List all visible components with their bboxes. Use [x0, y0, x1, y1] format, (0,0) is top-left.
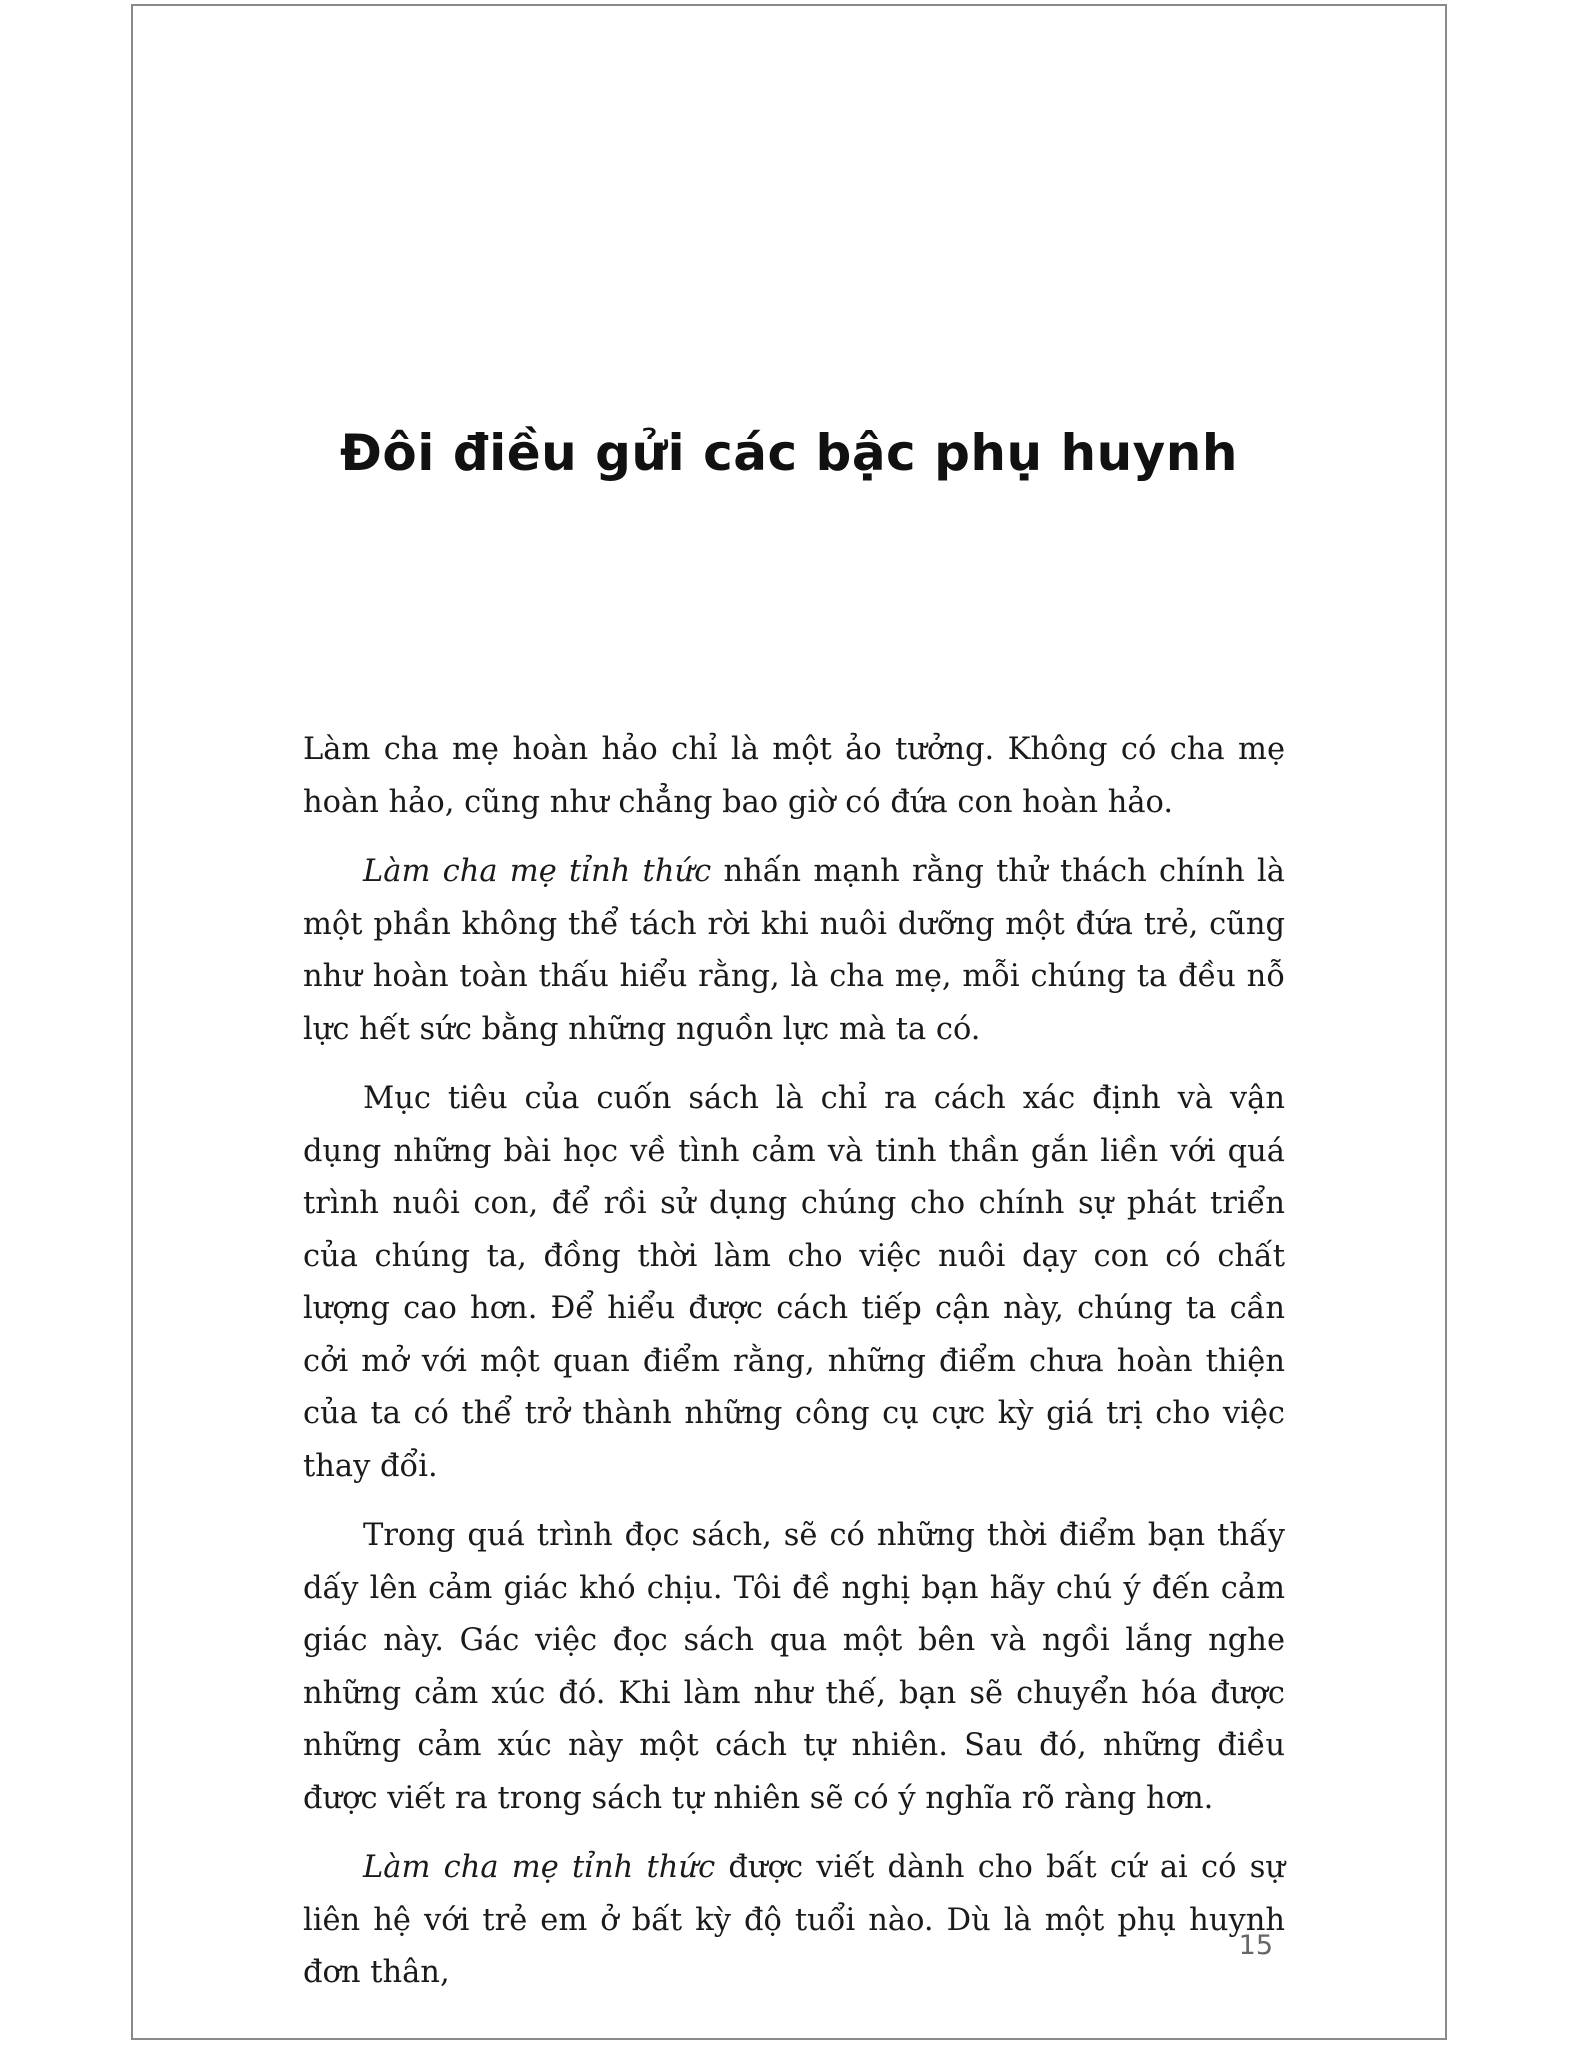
paragraph-1-text: Làm cha mẹ hoàn hảo chỉ là một ảo tưởng. Không có cha mẹ hoàn hảo, cũng như chẳng bao giờ có đứa con hoàn hảo.: [303, 732, 1285, 820]
page-number: 15: [1238, 1930, 1273, 1961]
paragraph-2: [303, 846, 1285, 1056]
book-page: [131, 4, 1447, 2040]
body-text: [303, 724, 1285, 2017]
book-title-italic: Làm cha mẹ tỉnh thức: [363, 854, 712, 889]
paragraph-3: [303, 1073, 1285, 1493]
paragraph-4-text: Trong quá trình đọc sách, sẽ có những thời điểm bạn thấy dấy lên cảm giác khó chịu. Tôi đề nghị bạn hãy chú ý đến cảm giác này. Gác việc đọc sách qua một bên và ngồi lắng nghe những cảm xúc đó. Khi làm như thế, bạn sẽ chuyển hóa được những cảm xúc này một cách tự nhiên. Sau đó, những điều được viết ra trong sách tự nhiên sẽ có ý nghĩa rõ ràng hơn.: [303, 1518, 1285, 1816]
paragraph-5-text: được viết dành cho bất cứ ai có sự liên hệ với trẻ em ở bất kỳ độ tuổi nào. Dù là một phụ huynh đơn thân,: [303, 1850, 1285, 1990]
paragraph-3-text: Mục tiêu của cuốn sách là chỉ ra cách xác định và vận dụng những bài học về tình cảm và tinh thần gắn liền với quá trình nuôi con, để rồi sử dụng chúng cho chính sự phát triển của chúng ta, đồng thời làm cho việc nuôi dạy con có chất lượng cao hơn. Để hiểu được cách tiếp cận này, chúng ta cần cởi mở với một quan điểm rằng, những điểm chưa hoàn thiện của ta có thể trở thành những công cụ cực kỳ giá trị cho việc thay đổi.: [303, 1081, 1285, 1484]
paragraph-2-text: nhấn mạnh rằng thử thách chính là một phần không thể tách rời khi nuôi dưỡng một đứa trẻ, cũng như hoàn toàn thấu hiểu rằng, là cha mẹ, mỗi chúng ta đều nỗ lực hết sức bằng những nguồn lực mà ta có.: [303, 854, 1285, 1047]
paragraph-1: [303, 724, 1285, 829]
chapter-title: Đôi điều gửi các bậc phụ huynh: [340, 424, 1238, 482]
book-title-italic: Làm cha mẹ tỉnh thức: [363, 1850, 716, 1885]
paragraph-5: [303, 1842, 1285, 2000]
paragraph-4: [303, 1510, 1285, 1825]
